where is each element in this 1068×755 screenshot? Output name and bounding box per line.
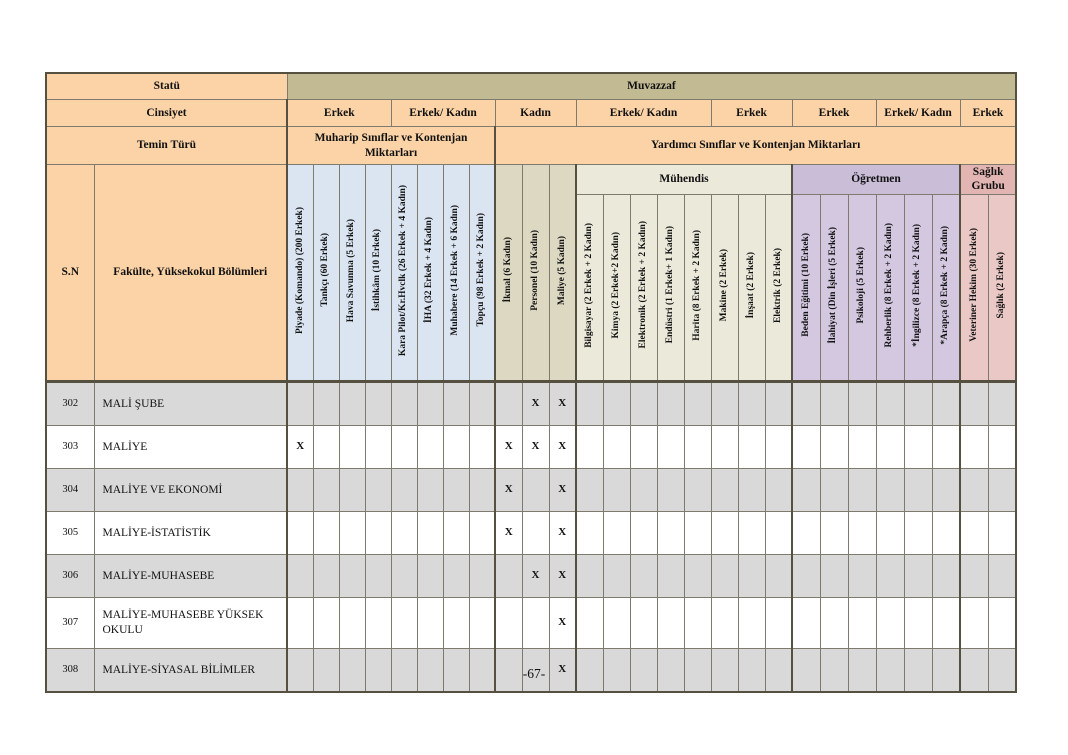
- mark-cell-306-istihkam: [365, 554, 391, 597]
- column-header-label-ikmal: İkmal (6 Kadın): [503, 237, 514, 303]
- mark-cell-303-saglikcol: [988, 425, 1016, 468]
- column-header-label-kimya: Kimya (2 Erkek+2 Kadın): [610, 231, 621, 339]
- mark-cell-303-kimya: [603, 425, 630, 468]
- mark-cell-307-endustri: [657, 597, 684, 648]
- column-header-ingilizce: [904, 194, 932, 381]
- mark-cell-303-ingilizce: [904, 425, 932, 468]
- mark-cell-305-maliye: X: [549, 511, 576, 554]
- temin-label: Temin Türü: [46, 127, 287, 165]
- gender-group-7: Erkek: [960, 100, 1016, 127]
- table-row-307: [46, 597, 1016, 648]
- mark-cell-305-saglikcol: [988, 511, 1016, 554]
- mark-cell-304-muhabere: [443, 468, 469, 511]
- column-header-label-endustri: Endüstri (1 Erkek+ 1 Kadın): [664, 226, 675, 344]
- mark-cell-306-karapilot: [391, 554, 417, 597]
- row-name: MALİYE-MUHASEBE YÜKSEK OKULU: [94, 597, 287, 648]
- mark-cell-305-istihkam: [365, 511, 391, 554]
- column-header-label-rehberlik: Rehberlik (8 Erkek + 2 Kadın): [884, 222, 895, 348]
- mark-cell-304-personel: [522, 468, 549, 511]
- mark-cell-304-psikoloji: [848, 468, 876, 511]
- table-row-305: [46, 511, 1016, 554]
- row-name: MALİYE-İSTATİSTİK: [94, 511, 287, 554]
- row-sn: 306: [46, 554, 94, 597]
- mark-cell-305-endustri: [657, 511, 684, 554]
- mark-cell-302-harita: [684, 381, 711, 425]
- mark-cell-303-topcu: [469, 425, 495, 468]
- mark-cell-305-muhabere: [443, 511, 469, 554]
- column-header-psikoloji: [848, 194, 876, 381]
- mark-cell-302-karapilot: [391, 381, 417, 425]
- column-header-label-istihkam: İstihkâm (10 Erkek): [372, 229, 383, 312]
- mark-cell-303-iha: [417, 425, 443, 468]
- mark-cell-304-topcu: [469, 468, 495, 511]
- mark-cell-304-ingilizce: [904, 468, 932, 511]
- mark-cell-304-bilgisayar: [576, 468, 603, 511]
- column-header-label-muhabere: Muhabere (14 Erkek + 6 Kadın): [450, 204, 461, 336]
- mark-cell-307-arapca: [932, 597, 960, 648]
- mark-cell-308-maliye: X: [549, 648, 576, 692]
- column-header-beden: [792, 194, 820, 381]
- mark-cell-307-bilgisayar: [576, 597, 603, 648]
- mark-cell-302-bilgisayar: [576, 381, 603, 425]
- mark-cell-304-endustri: [657, 468, 684, 511]
- mark-cell-307-elektronik: [630, 597, 657, 648]
- mark-cell-306-veteriner: [960, 554, 988, 597]
- column-header-label-iha: İHA (32 Erkek + 4 Kadın): [424, 217, 435, 324]
- mark-cell-304-karapilot: [391, 468, 417, 511]
- column-header-saglikcol: [988, 194, 1016, 381]
- mark-cell-306-piyade: [287, 554, 313, 597]
- personnel-quota-table: [45, 72, 1017, 693]
- mark-cell-307-muhabere: [443, 597, 469, 648]
- row-sn: 305: [46, 511, 94, 554]
- column-header-harita: [684, 194, 711, 381]
- mark-cell-302-arapca: [932, 381, 960, 425]
- mark-cell-302-elektronik: [630, 381, 657, 425]
- mark-cell-304-maliye: X: [549, 468, 576, 511]
- mark-cell-305-topcu: [469, 511, 495, 554]
- mark-cell-306-muhabere: [443, 554, 469, 597]
- muharip-group-header: Muharip Sınıflar ve Kontenjan Miktarları: [287, 127, 495, 165]
- column-header-label-beden: Beden Eğitimi (10 Erkek): [800, 233, 811, 337]
- row-sn: 304: [46, 468, 94, 511]
- mark-cell-304-ilahiyat: [820, 468, 848, 511]
- column-header-elektronik: [630, 194, 657, 381]
- mark-cell-307-topcu: [469, 597, 495, 648]
- row-name: MALİYE VE EKONOMİ: [94, 468, 287, 511]
- column-header-karapilot: [391, 165, 417, 382]
- mark-cell-307-ikmal: [495, 597, 522, 648]
- mark-cell-304-ikmal: X: [495, 468, 522, 511]
- mark-cell-306-maliye: X: [549, 554, 576, 597]
- mark-cell-306-saglikcol: [988, 554, 1016, 597]
- mark-cell-302-muhabere: [443, 381, 469, 425]
- mark-cell-303-istihkam: [365, 425, 391, 468]
- mark-cell-303-karapilot: [391, 425, 417, 468]
- mark-cell-307-piyade: [287, 597, 313, 648]
- column-header-label-elektrik: Elektrik (2 Erkek): [772, 247, 783, 323]
- column-header-rehberlik: [876, 194, 904, 381]
- mark-cell-302-hava: [339, 381, 365, 425]
- mark-cell-307-beden: [792, 597, 820, 648]
- mark-cell-304-elektrik: [765, 468, 792, 511]
- mark-cell-302-istihkam: [365, 381, 391, 425]
- mark-cell-302-psikoloji: [848, 381, 876, 425]
- mark-cell-303-arapca: [932, 425, 960, 468]
- row-name: MALİYE-MUHASEBE: [94, 554, 287, 597]
- mark-cell-306-bilgisayar: [576, 554, 603, 597]
- column-header-topcu: [469, 165, 495, 382]
- mark-cell-302-piyade: [287, 381, 313, 425]
- column-header-label-bilgisayar: Bilgisayar (2 Erkek + 2 Kadın): [584, 222, 595, 348]
- fakulte-column-header: Fakülte, Yüksekokul Bölümleri: [94, 165, 287, 382]
- mark-cell-303-rehberlik: [876, 425, 904, 468]
- mark-cell-305-ikmal: X: [495, 511, 522, 554]
- mark-cell-304-elektronik: [630, 468, 657, 511]
- mark-cell-307-personel: [522, 597, 549, 648]
- mark-cell-306-psikoloji: [848, 554, 876, 597]
- mark-cell-307-saglikcol: [988, 597, 1016, 648]
- column-header-ilahiyat: [820, 194, 848, 381]
- mark-cell-303-veteriner: [960, 425, 988, 468]
- mark-cell-306-elektrik: [765, 554, 792, 597]
- column-header-arapca: [932, 194, 960, 381]
- column-header-label-arapca: *Arapça (8 Erkek + 2 Kadın): [940, 225, 951, 345]
- mark-cell-305-harita: [684, 511, 711, 554]
- column-header-personel: [522, 165, 549, 382]
- mark-cell-307-psikoloji: [848, 597, 876, 648]
- statu-label: Statü: [46, 73, 287, 100]
- column-header-label-saglikcol: Sağlık (2 Erkek): [996, 251, 1007, 319]
- mark-cell-307-hava: [339, 597, 365, 648]
- mark-cell-307-harita: [684, 597, 711, 648]
- mark-cell-306-rehberlik: [876, 554, 904, 597]
- column-header-label-maliye: Maliye (5 Kadın): [556, 235, 567, 305]
- column-header-makine: [711, 194, 738, 381]
- column-header-endustri: [657, 194, 684, 381]
- mark-cell-303-insaat: [738, 425, 765, 468]
- mark-cell-307-maliye: X: [549, 597, 576, 648]
- gender-group-4: Erkek: [711, 100, 792, 127]
- column-header-label-piyade: Piyade (Komando) (200 Erkek): [294, 206, 305, 334]
- mark-cell-304-harita: [684, 468, 711, 511]
- mark-cell-303-tankci: [313, 425, 339, 468]
- mark-cell-304-arapca: [932, 468, 960, 511]
- mark-cell-302-endustri: [657, 381, 684, 425]
- class-group-header-2: Sağlık Grubu: [960, 165, 1016, 195]
- column-header-elektrik: [765, 194, 792, 381]
- table-row-304: [46, 468, 1016, 511]
- column-header-tankci: [313, 165, 339, 382]
- mark-cell-303-hava: [339, 425, 365, 468]
- mark-cell-304-makine: [711, 468, 738, 511]
- gender-group-6: Erkek/ Kadın: [876, 100, 960, 127]
- mark-cell-306-topcu: [469, 554, 495, 597]
- mark-cell-305-makine: [711, 511, 738, 554]
- mark-cell-306-arapca: [932, 554, 960, 597]
- mark-cell-305-kimya: [603, 511, 630, 554]
- mark-cell-306-ingilizce: [904, 554, 932, 597]
- column-header-label-hava: Hava Savunma (5 Erkek): [346, 218, 357, 322]
- column-header-istihkam: [365, 165, 391, 382]
- table-row-306: [46, 554, 1016, 597]
- mark-cell-307-iha: [417, 597, 443, 648]
- column-header-kimya: [603, 194, 630, 381]
- mark-cell-303-bilgisayar: [576, 425, 603, 468]
- mark-cell-306-harita: [684, 554, 711, 597]
- mark-cell-302-personel: X: [522, 381, 549, 425]
- mark-cell-302-tankci: [313, 381, 339, 425]
- mark-cell-302-makine: [711, 381, 738, 425]
- mark-cell-305-personel: [522, 511, 549, 554]
- column-header-label-insaat: İnşaat (2 Erkek): [745, 251, 756, 319]
- mark-cell-305-beden: [792, 511, 820, 554]
- column-header-insaat: [738, 194, 765, 381]
- mark-cell-305-karapilot: [391, 511, 417, 554]
- mark-cell-305-iha: [417, 511, 443, 554]
- class-group-header-row: [46, 165, 1016, 195]
- mark-cell-302-ilahiyat: [820, 381, 848, 425]
- mark-cell-302-kimya: [603, 381, 630, 425]
- mark-cell-306-elektronik: [630, 554, 657, 597]
- row-sn: 308: [46, 648, 94, 692]
- mark-cell-304-istihkam: [365, 468, 391, 511]
- column-header-bilgisayar: [576, 194, 603, 381]
- mark-cell-302-veteriner: [960, 381, 988, 425]
- mark-cell-305-bilgisayar: [576, 511, 603, 554]
- column-header-label-makine: Makine (2 Erkek): [718, 248, 729, 322]
- mark-cell-306-beden: [792, 554, 820, 597]
- table-row-302: [46, 381, 1016, 425]
- mark-cell-303-psikoloji: [848, 425, 876, 468]
- mark-cell-302-ingilizce: [904, 381, 932, 425]
- mark-cell-307-veteriner: [960, 597, 988, 648]
- row-sn: 303: [46, 425, 94, 468]
- mark-cell-303-endustri: [657, 425, 684, 468]
- mark-cell-305-psikoloji: [848, 511, 876, 554]
- column-header-label-elektronik: Elektronik (2 Erkek + 2 Kadın): [637, 221, 648, 349]
- mark-cell-306-hava: [339, 554, 365, 597]
- mark-cell-307-ilahiyat: [820, 597, 848, 648]
- column-header-label-karapilot: Kara Pilot/Kr.Hvclk (26 Erkek + 4 Kadın): [398, 184, 409, 356]
- mark-cell-306-personel: X: [522, 554, 549, 597]
- mark-cell-304-insaat: [738, 468, 765, 511]
- mark-cell-302-topcu: [469, 381, 495, 425]
- mark-cell-304-veteriner: [960, 468, 988, 511]
- temin-row: [46, 127, 1016, 165]
- row-name: MALİYE-SİYASAL BİLİMLER: [94, 648, 287, 692]
- row-sn: 302: [46, 381, 94, 425]
- column-header-maliye: [549, 165, 576, 382]
- gender-group-1: Erkek/ Kadın: [391, 100, 495, 127]
- row-sn: 307: [46, 597, 94, 648]
- mark-cell-302-ikmal: [495, 381, 522, 425]
- column-header-label-topcu: Topçu (98 Erkek + 2 Kadın): [476, 213, 487, 327]
- column-header-label-ilahiyat: İlahiyat (Din İşleri (5 Erkek): [828, 226, 839, 344]
- mark-cell-305-ingilizce: [904, 511, 932, 554]
- mark-cell-302-insaat: [738, 381, 765, 425]
- mark-cell-303-personel: X: [522, 425, 549, 468]
- class-group-header-1: Öğretmen: [792, 165, 960, 195]
- mark-cell-305-elektronik: [630, 511, 657, 554]
- mark-cell-307-kimya: [603, 597, 630, 648]
- column-header-label-psikoloji: Psikoloji (5 Erkek): [856, 246, 867, 324]
- mark-cell-305-ilahiyat: [820, 511, 848, 554]
- mark-cell-305-rehberlik: [876, 511, 904, 554]
- class-group-header-0: Mühendis: [576, 165, 792, 195]
- mark-cell-303-ikmal: X: [495, 425, 522, 468]
- mark-cell-305-insaat: [738, 511, 765, 554]
- muvazzaf-label: Muvazzaf: [287, 73, 1016, 100]
- mark-cell-303-maliye: X: [549, 425, 576, 468]
- mark-cell-303-muhabere: [443, 425, 469, 468]
- mark-cell-303-harita: [684, 425, 711, 468]
- mark-cell-306-ikmal: [495, 554, 522, 597]
- mark-cell-306-makine: [711, 554, 738, 597]
- mark-cell-307-rehberlik: [876, 597, 904, 648]
- column-header-hava: [339, 165, 365, 382]
- column-header-label-ingilizce: *İngilizce (8 Erkek + 2 Kadın): [912, 223, 923, 347]
- mark-cell-304-hava: [339, 468, 365, 511]
- column-header-label-tankci: Tankçı (60 Erkek): [320, 233, 331, 307]
- mark-cell-303-ilahiyat: [820, 425, 848, 468]
- mark-cell-303-beden: [792, 425, 820, 468]
- mark-cell-305-piyade: [287, 511, 313, 554]
- column-header-label-harita: Harita (8 Erkek + 2 Kadın): [691, 229, 702, 341]
- yardimci-group-header: Yardımcı Sınıflar ve Kontenjan Miktarları: [495, 127, 1016, 165]
- mark-cell-307-istihkam: [365, 597, 391, 648]
- sn-column-header: S.N: [46, 165, 94, 382]
- mark-cell-304-saglikcol: [988, 468, 1016, 511]
- row-name: MALİYE: [94, 425, 287, 468]
- mark-cell-307-karapilot: [391, 597, 417, 648]
- mark-cell-306-kimya: [603, 554, 630, 597]
- table-row-303: [46, 425, 1016, 468]
- row-name: MALİ ŞUBE: [94, 381, 287, 425]
- column-header-muhabere: [443, 165, 469, 382]
- mark-cell-303-makine: [711, 425, 738, 468]
- mark-cell-302-saglikcol: [988, 381, 1016, 425]
- column-header-piyade: [287, 165, 313, 382]
- column-header-label-veteriner: Veteriner Hekim (30 Erkek): [968, 228, 979, 342]
- mark-cell-302-rehberlik: [876, 381, 904, 425]
- gender-group-5: Erkek: [792, 100, 876, 127]
- mark-cell-307-makine: [711, 597, 738, 648]
- mark-cell-302-iha: [417, 381, 443, 425]
- gender-group-0: Erkek: [287, 100, 391, 127]
- mark-cell-307-insaat: [738, 597, 765, 648]
- column-header-iha: [417, 165, 443, 382]
- mark-cell-307-elektrik: [765, 597, 792, 648]
- statu-row: [46, 73, 1016, 100]
- mark-cell-303-piyade: X: [287, 425, 313, 468]
- mark-cell-305-elektrik: [765, 511, 792, 554]
- gender-group-3: Erkek/ Kadın: [576, 100, 711, 127]
- page-number: -67-: [522, 666, 546, 681]
- mark-cell-302-maliye: X: [549, 381, 576, 425]
- column-header-label-personel: Personel (10 Kadın): [529, 229, 540, 311]
- column-header-ikmal: [495, 165, 522, 382]
- mark-cell-306-ilahiyat: [820, 554, 848, 597]
- mark-cell-304-kimya: [603, 468, 630, 511]
- gender-group-2: Kadın: [495, 100, 576, 127]
- mark-cell-303-elektrik: [765, 425, 792, 468]
- cinsiyet-row: [46, 100, 1016, 127]
- cinsiyet-label: Cinsiyet: [46, 100, 287, 127]
- mark-cell-305-hava: [339, 511, 365, 554]
- mark-cell-305-tankci: [313, 511, 339, 554]
- mark-cell-304-rehberlik: [876, 468, 904, 511]
- mark-cell-307-ingilizce: [904, 597, 932, 648]
- mark-cell-304-beden: [792, 468, 820, 511]
- column-header-veteriner: [960, 194, 988, 381]
- mark-cell-305-veteriner: [960, 511, 988, 554]
- mark-cell-307-tankci: [313, 597, 339, 648]
- mark-cell-304-piyade: [287, 468, 313, 511]
- mark-cell-305-arapca: [932, 511, 960, 554]
- mark-cell-306-insaat: [738, 554, 765, 597]
- mark-cell-306-endustri: [657, 554, 684, 597]
- mark-cell-304-tankci: [313, 468, 339, 511]
- mark-cell-306-tankci: [313, 554, 339, 597]
- mark-cell-306-iha: [417, 554, 443, 597]
- mark-cell-302-elektrik: [765, 381, 792, 425]
- mark-cell-304-iha: [417, 468, 443, 511]
- mark-cell-303-elektronik: [630, 425, 657, 468]
- mark-cell-302-beden: [792, 381, 820, 425]
